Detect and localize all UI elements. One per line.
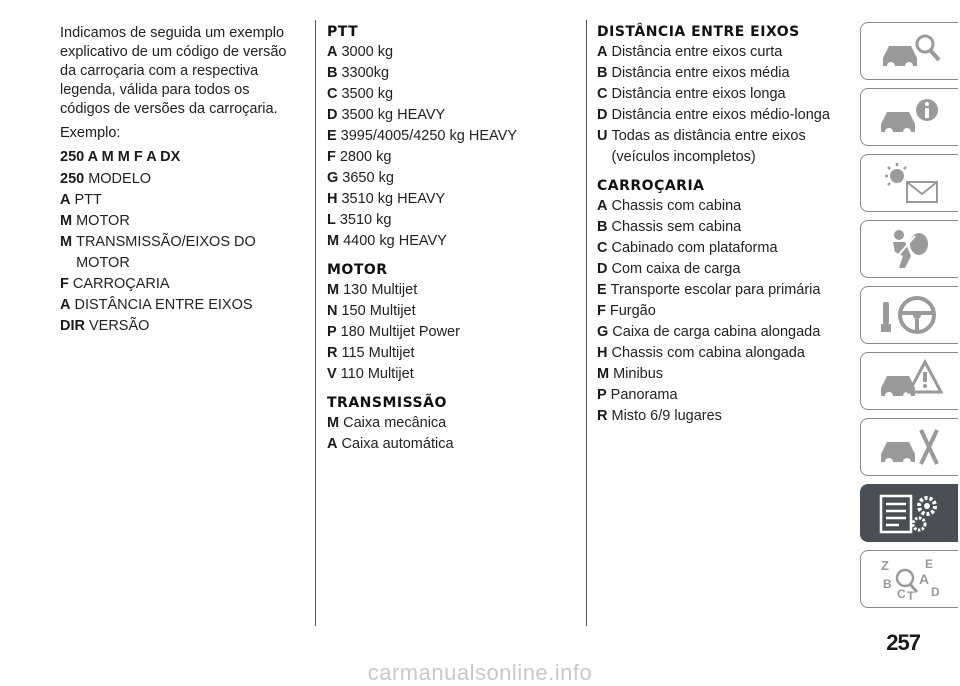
watermark: carmanualsonline.info (367, 660, 593, 685)
code-key: P (597, 387, 607, 403)
tab-car-info[interactable] (860, 88, 958, 146)
code-row (327, 63, 577, 84)
code-row (597, 42, 847, 63)
code-row (327, 84, 577, 105)
code-row (327, 210, 577, 231)
tab-car-warning[interactable] (860, 352, 958, 410)
code-value: Minibus (613, 366, 664, 382)
legend-list (60, 169, 300, 337)
code-row (60, 211, 300, 232)
code-value: Panorama (610, 387, 678, 403)
code-row (597, 364, 847, 385)
code-key: A (327, 436, 338, 452)
chapter-sidebar (860, 22, 960, 616)
code-row (60, 190, 300, 211)
code-key: B (597, 65, 608, 81)
code-value: 3650 kg (342, 170, 394, 186)
column-intro (60, 24, 300, 337)
code-key: F (60, 276, 69, 292)
carrocaria-list (597, 196, 847, 427)
code-key: M (60, 213, 73, 229)
code-key: R (327, 345, 338, 361)
code-row (597, 259, 847, 280)
code-key: E (597, 282, 607, 298)
code-value: 130 Multijet (343, 282, 418, 298)
section-title-transmissao: TRANSMISSÃO (327, 395, 447, 411)
code-row (327, 126, 577, 147)
code-value: Furgão (609, 303, 656, 319)
code-value: Chassis com cabina (611, 198, 742, 214)
tab-steering-wheel[interactable] (860, 286, 958, 344)
code-key: F (327, 149, 336, 165)
index-letter: A (918, 571, 929, 587)
code-value: Caixa de carga cabina alongada (612, 324, 821, 340)
code-value: 3300kg (341, 65, 390, 81)
steering-wheel-icon (875, 292, 945, 338)
distancia-list (597, 42, 847, 168)
code-row (597, 343, 847, 364)
code-value: 180 Multijet Power (340, 324, 460, 340)
code-value: 3510 kg (339, 212, 392, 228)
code-value: PTT (74, 192, 102, 208)
code-value: MOTOR (76, 213, 130, 229)
code-key: B (327, 65, 338, 81)
code-row (597, 385, 847, 406)
code-row (327, 147, 577, 168)
code-row (327, 322, 577, 343)
example-label: Exemplo: (60, 125, 121, 141)
code-key: A (327, 44, 338, 60)
code-row (327, 231, 577, 252)
code-key: A (597, 198, 608, 214)
code-key: B (597, 219, 608, 235)
technical-specs-icon (875, 490, 945, 536)
code-key: M (60, 234, 73, 250)
code-value: CARROÇARIA (72, 276, 170, 292)
column-distancia-carrocaria (597, 24, 847, 427)
code-key: D (597, 261, 608, 277)
code-row (327, 42, 577, 63)
code-key: C (597, 86, 608, 102)
code-row (327, 280, 577, 301)
column-divider (315, 20, 316, 626)
page-number: 257 (886, 630, 920, 655)
code-value: DISTÂNCIA ENTRE EIXOS (74, 297, 253, 313)
code-value: 110 Multijet (340, 366, 414, 382)
code-key: P (327, 324, 337, 340)
code-key: A (597, 44, 608, 60)
code-value: 3000 kg (341, 44, 394, 60)
code-value: 3500 kg HEAVY (341, 107, 446, 123)
code-value: Transporte escolar para primária (610, 282, 821, 298)
code-key: DIR (60, 318, 85, 334)
code-key: N (327, 303, 338, 319)
code-value: 3510 kg HEAVY (341, 191, 446, 207)
column-divider (586, 20, 587, 626)
code-value: 3995/4005/4250 kg HEAVY (340, 128, 517, 144)
code-row (597, 105, 847, 126)
code-row (327, 413, 577, 434)
code-value: Caixa mecânica (343, 415, 447, 431)
code-value: Todas as distância entre eixos (veículos incompletos) (611, 128, 806, 165)
index-letter: D (930, 585, 940, 599)
index-letter: E (924, 557, 933, 571)
code-key: V (327, 366, 337, 382)
example-code: 250 A M M F A DX (60, 149, 181, 165)
code-row (327, 343, 577, 364)
code-value: Distância entre eixos curta (611, 44, 783, 60)
light-message-icon (875, 160, 945, 206)
code-key: A (60, 297, 71, 313)
code-row (60, 169, 300, 190)
code-row (60, 316, 300, 337)
code-row (327, 434, 577, 455)
car-search-icon (875, 28, 945, 74)
code-value: Misto 6/9 lugares (611, 408, 722, 424)
index-letter: B (882, 577, 892, 591)
code-key: U (597, 128, 608, 144)
code-value: 3500 kg (341, 86, 394, 102)
code-value: Chassis sem cabina (611, 219, 742, 235)
code-row (60, 232, 300, 274)
code-key: C (327, 86, 338, 102)
section-title-ptt: PTT (327, 24, 359, 40)
code-value: Cabinado com plataforma (611, 240, 778, 256)
intro-text: Indicamos de seguida um exemplo explicativo de um código de versão da carroçaria com a respectiva legenda, válida para todos os códigos de versões da carroçaria. (60, 25, 287, 117)
column-ptt-motor (327, 24, 577, 455)
tab-car-tools[interactable] (860, 418, 958, 476)
code-key: R (597, 408, 608, 424)
code-row (60, 274, 300, 295)
section-title-distancia: DISTÂNCIA ENTRE EIXOS (597, 24, 800, 40)
code-row (327, 364, 577, 385)
code-key: G (597, 324, 609, 340)
code-value: 4400 kg HEAVY (343, 233, 447, 249)
code-key: M (597, 366, 610, 382)
motor-list (327, 280, 577, 385)
tab-airbag[interactable] (860, 220, 958, 278)
code-key: M (327, 282, 340, 298)
section-title-motor: MOTOR (327, 262, 388, 278)
code-key: H (327, 191, 338, 207)
code-row (597, 322, 847, 343)
code-row (327, 189, 577, 210)
code-value: MODELO (88, 171, 152, 187)
car-info-icon (875, 94, 945, 140)
code-row (597, 301, 847, 322)
code-key: C (597, 240, 608, 256)
code-value: Caixa automática (341, 436, 454, 452)
index-letter: Z (880, 558, 889, 573)
code-row (327, 105, 577, 126)
tab-technical-specs[interactable] (860, 484, 958, 542)
tab-light-message[interactable] (860, 154, 958, 212)
code-key: D (597, 107, 608, 123)
code-row (597, 63, 847, 84)
index-letter: T (906, 589, 914, 602)
tab-index[interactable] (860, 550, 958, 608)
code-value: TRANSMISSÃO/EIXOS DO MOTOR (76, 234, 256, 271)
car-warning-icon (875, 358, 945, 404)
code-value: 150 Multijet (341, 303, 416, 319)
code-value: Chassis com cabina alongada (611, 345, 805, 361)
index-letters-icon (875, 556, 945, 602)
section-title-carrocaria: CARROÇARIA (597, 178, 705, 194)
code-value: Distância entre eixos média (611, 65, 790, 81)
code-value: Distância entre eixos médio-longa (611, 107, 830, 123)
code-value: 115 Multijet (341, 345, 415, 361)
airbag-person-icon (875, 226, 945, 272)
code-row (597, 196, 847, 217)
code-row (597, 217, 847, 238)
code-key: A (60, 192, 71, 208)
code-key: H (597, 345, 608, 361)
code-row (597, 238, 847, 259)
code-key: 250 (60, 171, 85, 187)
code-key: L (327, 212, 336, 228)
ptt-list (327, 42, 577, 252)
code-row (60, 295, 300, 316)
code-value: 2800 kg (339, 149, 392, 165)
code-key: E (327, 128, 337, 144)
code-key: G (327, 170, 339, 186)
code-value: Distância entre eixos longa (611, 86, 786, 102)
code-row (597, 126, 847, 168)
code-key: F (597, 303, 606, 319)
code-row (597, 84, 847, 105)
code-key: M (327, 415, 340, 431)
tab-car-search[interactable] (860, 22, 958, 80)
car-tools-icon (875, 424, 945, 470)
code-value: Com caixa de carga (611, 261, 741, 277)
code-key: M (327, 233, 340, 249)
code-row (327, 168, 577, 189)
index-letter: C (896, 587, 906, 601)
code-value: VERSÃO (88, 318, 150, 334)
code-row (327, 301, 577, 322)
code-row (597, 406, 847, 427)
code-key: D (327, 107, 338, 123)
code-row (597, 280, 847, 301)
transmissao-list (327, 413, 577, 455)
